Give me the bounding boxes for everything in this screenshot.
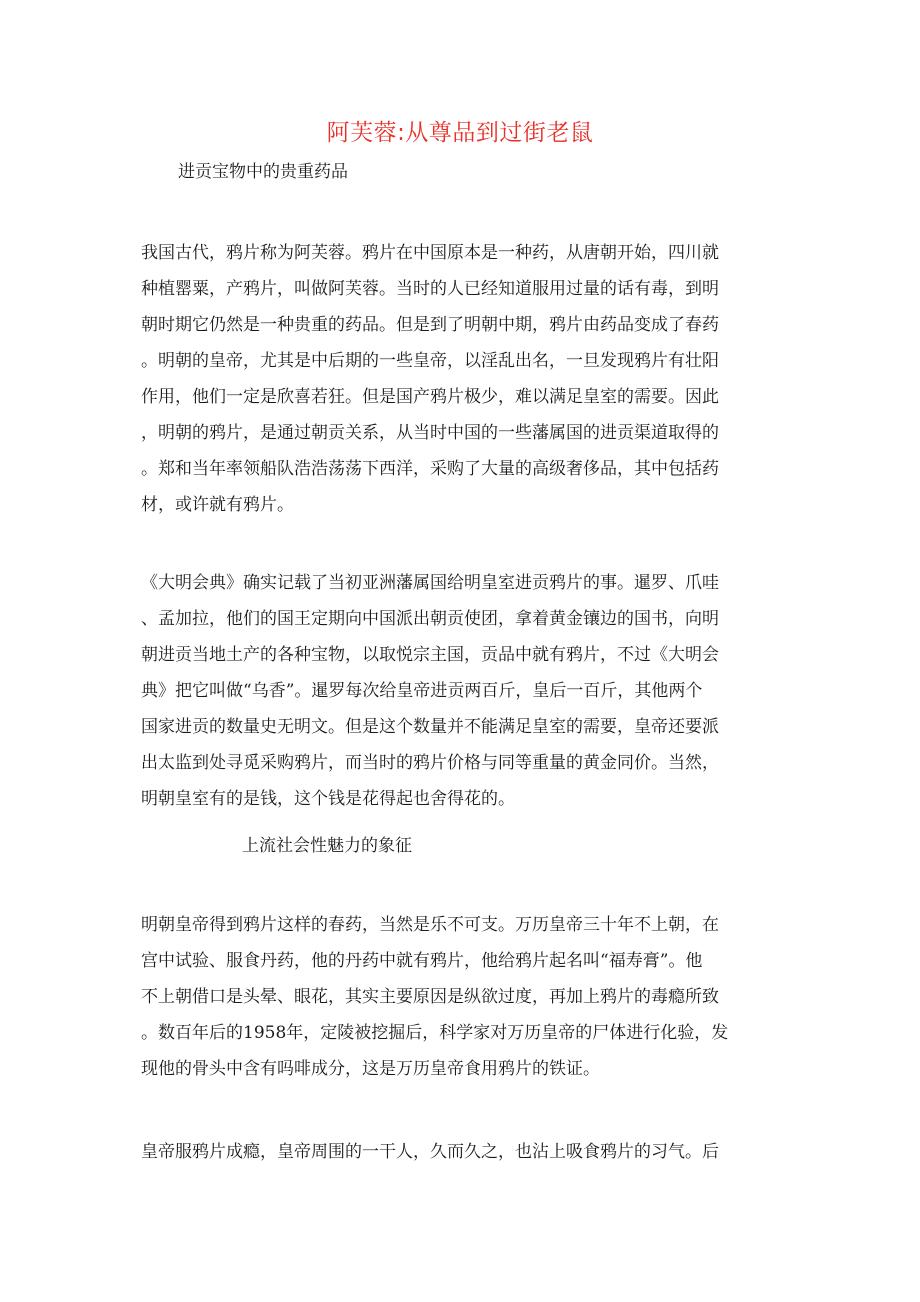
paragraph-line: 皇帝服鸦片成瘾，皇帝周围的一干人，久而久之，也沾上吸食鸦片的习气。后: [141, 1142, 719, 1162]
paragraph-line: 现他的骨头中含有吗啡成分，这是万历皇帝食用鸦片的铁证。: [141, 1059, 600, 1079]
paragraph-line: 《大明会典》确实记载了当初亚洲藩属国给明皇室进贡鸦片的事。暹罗、爪哇: [141, 573, 719, 593]
paragraph-line: 、孟加拉，他们的国王定期向中国派出朝贡使团，拿着黄金镶边的国书，向明: [141, 609, 719, 629]
paragraph-3: [141, 907, 781, 1087]
paragraph-line: 朝进贡当地土产的各种宝物，以取悦宗主国，贡品中就有鸦片，不过《大明会: [141, 645, 719, 665]
paragraph-line: 。数百年后的1958年，定陵被挖掘后，科学家对万历皇帝的尸体进行化验，发: [141, 1023, 729, 1043]
paragraph-line: 材，或许就有鸦片。: [141, 495, 294, 515]
subheading-precious-medicine: 进贡宝物中的贵重药品: [178, 162, 348, 182]
paragraph-line: 出太监到处寻觅采购鸦片，而当时的鸦片价格与同等重量的黄金同价。当然，: [141, 753, 719, 773]
paragraph-line: ，明朝的鸦片，是通过朝贡关系，从当时中国的一些藩属国的进贡渠道取得的: [141, 423, 719, 443]
paragraph-line: 国家进贡的数量史无明文。但是这个数量并不能满足皇室的需要，皇帝还要派: [141, 717, 719, 737]
paragraph-line: 典》把它叫做“乌香”。暹罗每次给皇帝进贡两百斤，皇后一百斤，其他两个: [141, 681, 703, 701]
paragraph-line: 。郑和当年率领船队浩浩荡荡下西洋，采购了大量的高级奢侈品，其中包括药: [141, 459, 719, 479]
paragraph-line: 不上朝借口是头晕、眼花，其实主要原因是纵欲过度，再加上鸦片的毒瘾所致: [141, 987, 719, 1007]
paragraph-line: 明朝皇帝得到鸦片这样的春药，当然是乐不可支。万历皇帝三十年不上朝，在: [141, 915, 719, 935]
paragraph-1: [141, 235, 781, 523]
paragraph-4: [141, 1134, 781, 1170]
paragraph-line: 种植罂粟，产鸦片，叫做阿芙蓉。当时的人已经知道服用过量的话有毒，到明: [141, 279, 719, 299]
subheading-social-symbol: 上流社会性魅力的象征: [242, 836, 412, 856]
paragraph-line: 我国古代，鸦片称为阿芙蓉。鸦片在中国原本是一种药，从唐朝开始，四川就: [141, 243, 719, 263]
paragraph-line: 朝时期它仍然是一种贵重的药品。但是到了明朝中期，鸦片由药品变成了春药: [141, 315, 719, 335]
paragraph-line: 作用，他们一定是欣喜若狂。但是国产鸦片极少，难以满足皇室的需要。因此: [141, 387, 719, 407]
document-title: 阿芙蓉:从尊品到过街老鼠: [326, 120, 594, 146]
paragraph-line: 。明朝的皇帝，尤其是中后期的一些皇帝，以淫乱出名，一旦发现鸦片有壮阳: [141, 351, 719, 371]
paragraph-line: 宫中试验、服食丹药，他的丹药中就有鸦片，他给鸦片起名叫“福寿膏”。他: [141, 951, 703, 971]
paragraph-line: 明朝皇室有的是钱，这个钱是花得起也舍得花的。: [141, 789, 515, 809]
paragraph-2: [141, 565, 781, 817]
